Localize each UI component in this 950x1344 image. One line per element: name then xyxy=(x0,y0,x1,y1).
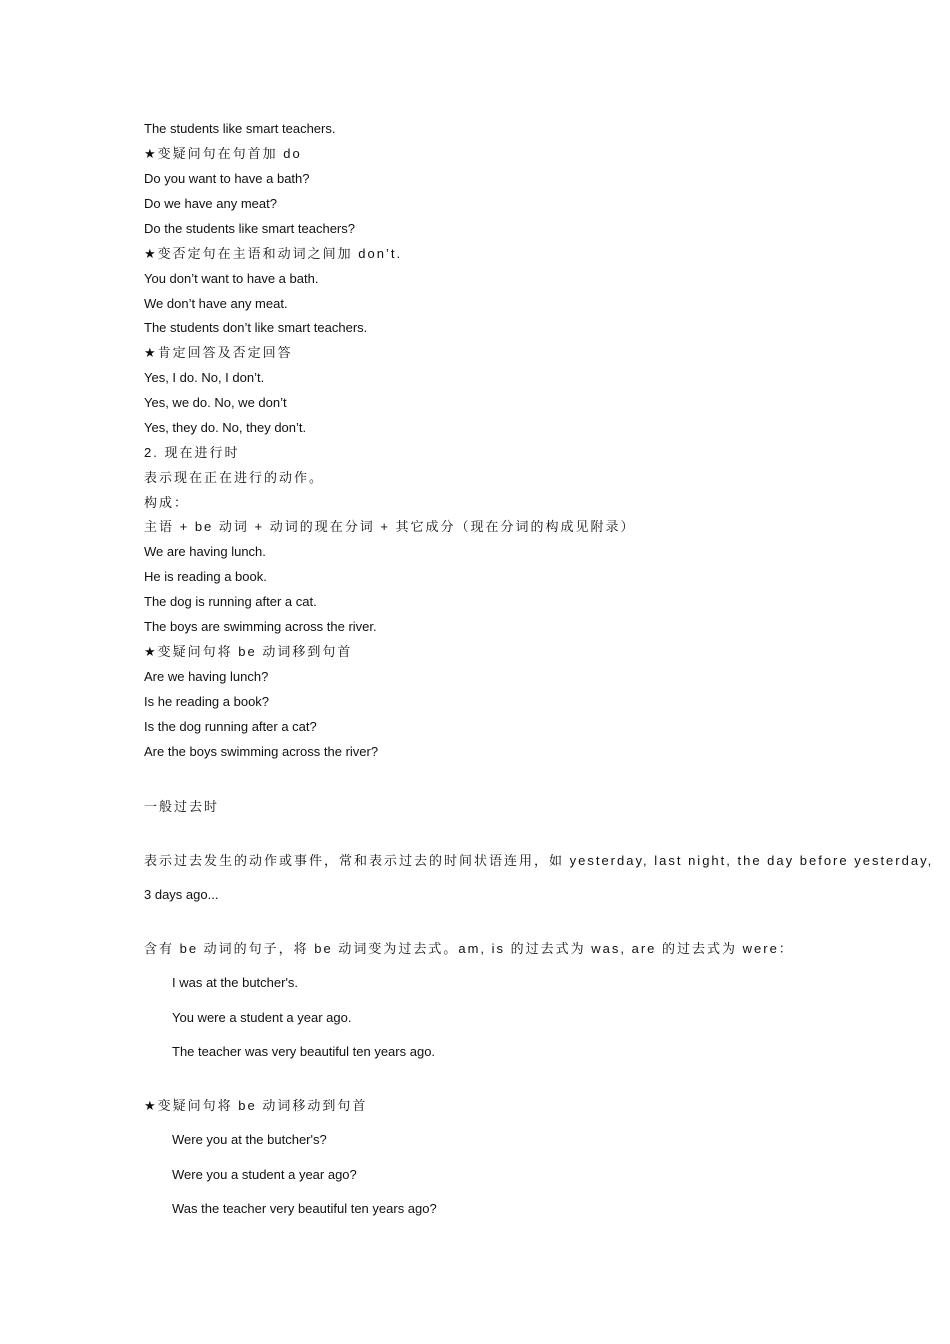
text-line: Yes, we do. No, we don’t xyxy=(144,395,287,410)
text-line: 含有 be 动词的句子，将 be 动词变为过去式。am, is 的过去式为 was, are 的过去式为 were： xyxy=(144,941,794,956)
rule-heading: ★变疑问句在句首加 do xyxy=(144,146,302,161)
text-line: We don’t have any meat. xyxy=(144,296,288,311)
example-line: Were you a student a year ago? xyxy=(172,1167,357,1182)
example-line: I was at the butcher's. xyxy=(172,975,299,990)
text-line: You don’t want to have a bath. xyxy=(144,271,319,286)
text-line: Is the dog running after a cat? xyxy=(144,719,317,734)
text-line: Do the students like smart teachers? xyxy=(144,221,355,236)
rule-heading: ★变疑问句将 be 动词移到句首 xyxy=(144,644,353,659)
rule-heading: ★变否定句在主语和动词之间加 don’t. xyxy=(144,246,403,261)
text-line: We are having lunch. xyxy=(144,544,266,559)
text-line: 表示现在正在进行的动作。 xyxy=(144,470,325,485)
text-line: The students like smart teachers. xyxy=(144,121,336,136)
text-line: 3 days ago... xyxy=(144,887,219,902)
rule-heading: ★变疑问句将 be 动词移动到句首 xyxy=(144,1098,368,1113)
example-line: You were a student a year ago. xyxy=(172,1010,352,1025)
text-line: The boys are swimming across the river. xyxy=(144,619,377,634)
text-line: Are we having lunch? xyxy=(144,669,269,684)
text-line: Yes, they do. No, they don’t. xyxy=(144,420,307,435)
text-line: 表示过去发生的动作或事件，常和表示过去的时间状语连用，如 yesterday, last night, the day before yesterday, xyxy=(144,853,934,868)
example-line: Were you at the butcher's? xyxy=(172,1132,327,1147)
text-line: The dog is running after a cat. xyxy=(144,594,317,609)
formula-line: 主语 + be 动词 + 动词的现在分词 + 其它成分（现在分词的构成见附录） xyxy=(144,519,636,534)
text-line: The students don’t like smart teachers. xyxy=(144,320,368,335)
text-line: 构成： xyxy=(144,495,190,510)
text-line: Yes, I do. No, I don’t. xyxy=(144,370,265,385)
section-heading: 一般过去时 xyxy=(144,799,220,814)
text-line: Are the boys swimming across the river? xyxy=(144,744,379,759)
text-line: Is he reading a book? xyxy=(144,694,270,709)
example-line: Was the teacher very beautiful ten years ago? xyxy=(172,1201,437,1216)
example-line: The teacher was very beautiful ten years ago. xyxy=(172,1044,436,1059)
text-line: He is reading a book. xyxy=(144,569,267,584)
section-heading: 2. 现在进行时 xyxy=(144,445,240,460)
text-line: Do we have any meat? xyxy=(144,196,277,211)
text-line: Do you want to have a bath? xyxy=(144,171,310,186)
rule-heading: ★肯定回答及否定回答 xyxy=(144,345,293,360)
